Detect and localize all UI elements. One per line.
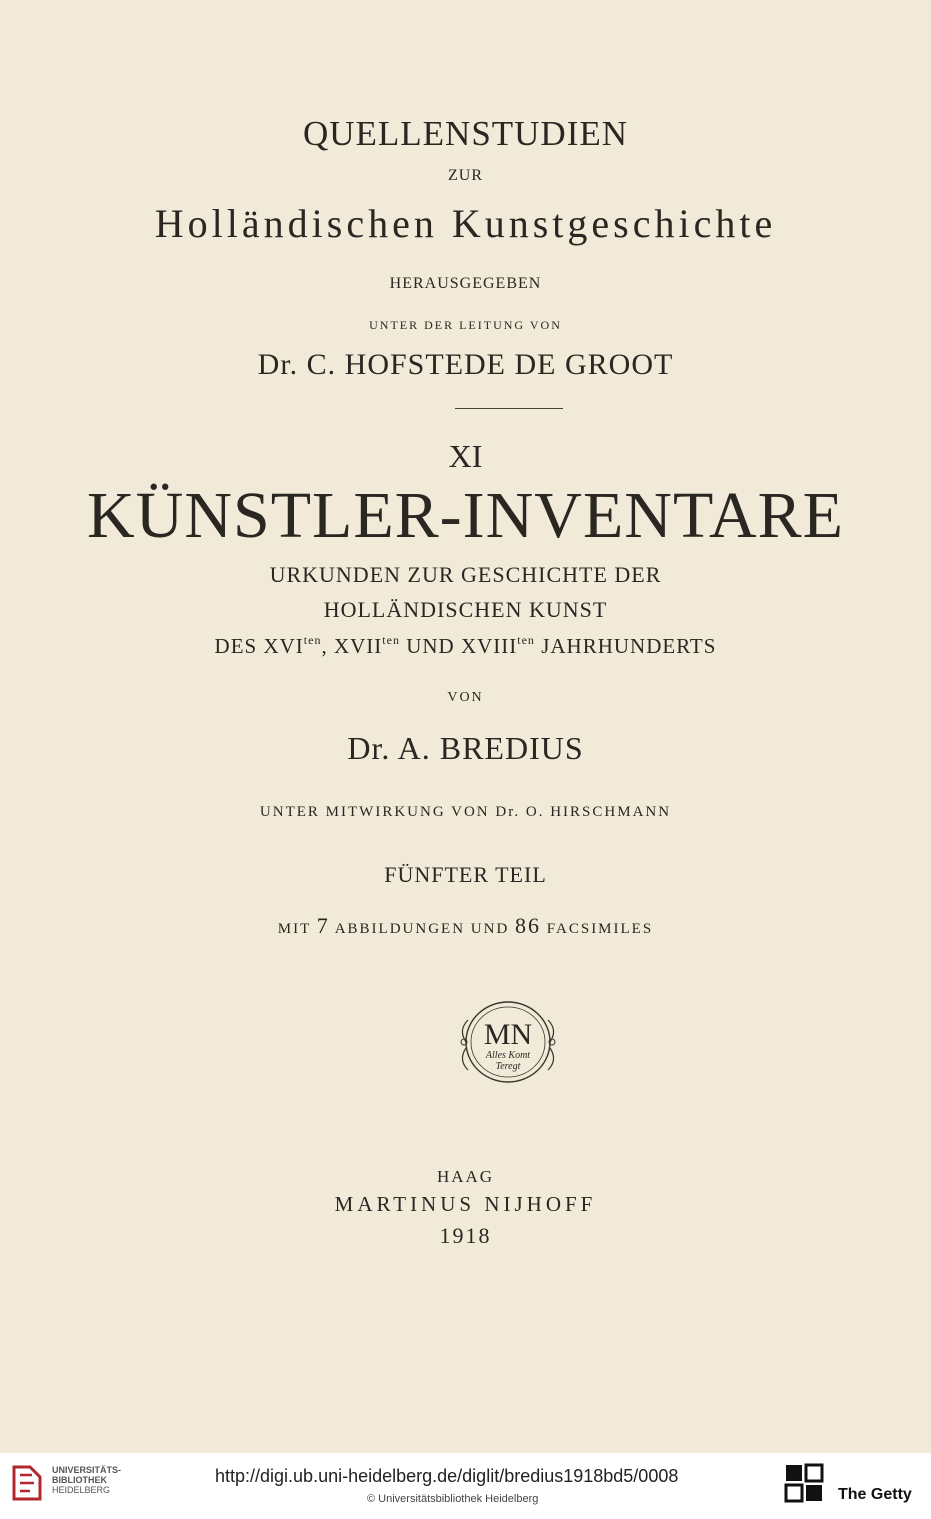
logo-motto-2: Teregt — [495, 1061, 521, 1072]
digitization-footer — [0, 1453, 931, 1519]
logo-motto-1: Alles Komt — [485, 1050, 531, 1061]
ordinal-ten-1: ten — [303, 633, 322, 647]
subtitle-line-2: HOLLÄNDISCHEN KUNST — [323, 597, 608, 622]
publisher-logo-icon — [454, 998, 562, 1086]
century-18: UND XVIII — [399, 634, 518, 658]
illustration-count: 7 — [316, 913, 330, 938]
permalink-url[interactable]: http://digi.ub.uni-heidelberg.de/diglit/bredius1918bd5/0008 — [215, 1466, 679, 1486]
facsimiles-word: FACSIMILES — [541, 921, 654, 937]
subtitle-line-3 — [0, 633, 931, 659]
library-line-2: BIBLIOTHEK — [52, 1475, 107, 1485]
part-label: FÜNFTER TEIL — [384, 862, 547, 887]
century-17: , XVII — [321, 634, 383, 658]
century-16: DES XVI — [214, 634, 304, 658]
herausgegeben-label: HERAUSGEGEBEN — [389, 275, 542, 292]
abbildungen-word: ABBILDUNGEN UND — [329, 921, 516, 937]
library-line-1: UNIVERSITÄTS- — [52, 1465, 122, 1475]
ub-heidelberg-logo-icon[interactable] — [10, 1463, 44, 1503]
series-subtitle: Holländischen Kunstgeschichte — [154, 201, 777, 246]
zur-label: ZUR — [448, 167, 483, 184]
publisher-name: MARTINUS NIJHOFF — [334, 1192, 597, 1216]
ordinal-ten-2: ten — [382, 633, 400, 647]
jahrhunderts-word: JAHRHUNDERTS — [534, 634, 717, 658]
editor-name — [0, 348, 931, 382]
author-name — [0, 730, 931, 767]
publication-place: HAAG — [436, 1167, 495, 1186]
logo-initials: MN — [483, 1018, 533, 1051]
getty-label[interactable]: The Getty — [838, 1486, 912, 1503]
unter-leitung-label: UNTER DER LEITUNG VON — [369, 318, 562, 332]
library-name — [52, 1465, 121, 1495]
editor-suffix: . C. HOFSTEDE DE GROOT — [289, 348, 674, 381]
editor-prefix: Dr — [257, 348, 290, 381]
library-line-3: HEIDELBERG — [52, 1485, 111, 1495]
divider-rule — [455, 408, 563, 409]
main-title: KÜNSTLER-INVENTARE — [87, 479, 844, 552]
mitwirkung-dr: Dr — [495, 804, 515, 820]
collaborator-line — [0, 804, 931, 821]
ordinal-ten-3: ten — [517, 633, 535, 647]
volume-number: XI — [448, 438, 483, 474]
author-suffix: . A. BREDIUS — [381, 730, 584, 766]
illustrations-line — [0, 913, 931, 939]
getty-logo-icon[interactable] — [784, 1463, 824, 1503]
subtitle-line-1: URKUNDEN ZUR GESCHICHTE DER — [269, 562, 662, 587]
copyright-notice: © Universitätsbibliothek Heidelberg — [367, 1493, 539, 1505]
mit-word: MIT — [277, 921, 317, 937]
author-prefix: Dr — [347, 730, 382, 766]
mitwirkung-prefix: UNTER MITWIRKUNG VON — [259, 804, 496, 820]
von-label: VON — [447, 690, 484, 705]
mitwirkung-name: . O. HIRSCHMANN — [514, 804, 672, 820]
series-title: QUELLENSTUDIEN — [302, 114, 629, 153]
facsimile-count: 86 — [515, 913, 542, 938]
publication-year: 1918 — [439, 1223, 492, 1248]
